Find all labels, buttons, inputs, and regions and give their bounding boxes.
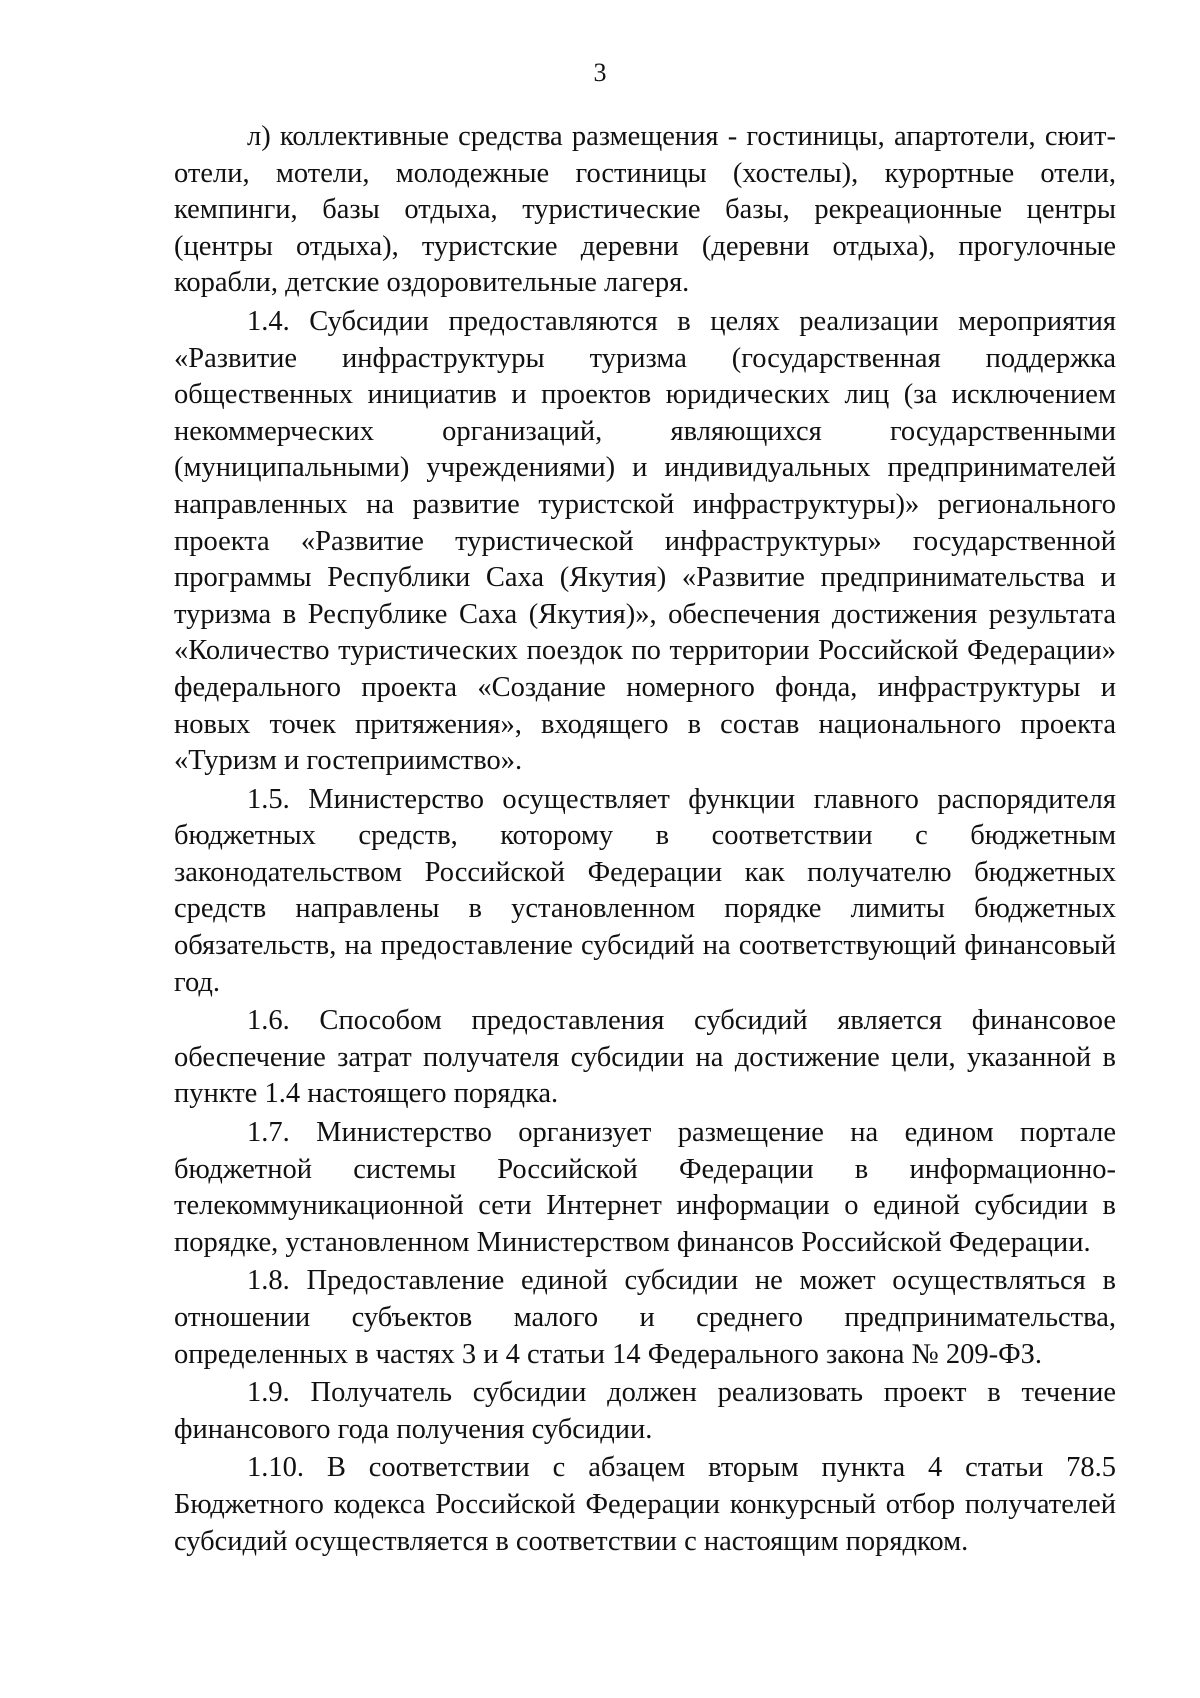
paragraph-1-4-subsidy-purpose: 1.4. Субсидии предоставляются в целях реализации мероприятия «Развитие инфраструктуры туризма (государственная поддержка общественных инициатив и проектов юридических лиц (за исключением некоммерческих организаций, являющихся государственными (муниципальными) учреждениями) и индивидуальных предпринимателей направленных на развитие туристской инфраструктуры)» регионального проекта «Развитие туристической инфраструктуры» государственной программы Республики Саха (Якутия) «Развитие предпринимательства и туризма в Республике Саха (Якутия)», обеспечения достижения результата «Количество туристических поездок по территории Российской Федерации» федерального проекта «Создание номерного фонда, инфраструктуры и новых точек притяжения», входящего в состав национального проекта «Туризм и гостеприимство». bbox=[174, 305, 1116, 777]
paragraph-1-10-competitive-selection: 1.10. В соответствии с абзацем вторым пункта 4 статьи 78.5 Бюджетного кодекса Российской Федерации конкурсный отбор получателей субсидий осуществляется в соответствии с настоящим порядком. bbox=[174, 1452, 1116, 1557]
paragraph-l-collective-accommodation: л) коллективные средства размещения - гостиницы, апартотели, сюит-отели, мотели, молодежные гостиницы (хостелы), курортные отели, кемпинги, базы отдыха, туристические базы, рекреационные центры (центры отдыха), туристские деревни (деревни отдыха), прогулочные корабли, детские оздоровительные лагеря. bbox=[174, 121, 1116, 299]
paragraph-1-9-project-term: 1.9. Получатель субсидии должен реализовать проект в течение финансового года получения субсидии. bbox=[174, 1377, 1116, 1445]
paragraph-1-5-ministry-functions: 1.5. Министерство осуществляет функции главного распорядителя бюджетных средств, которому в соответствии с бюджетным законодательством Российской Федерации как получателю бюджетных средств направлены в установленном порядке лимиты бюджетных обязательств, на предоставление субсидий на соответствующий финансовый год. bbox=[174, 783, 1116, 998]
paragraph-1-8-exclusions: 1.8. Предоставление единой субсидии не может осуществляться в отношении субъектов малого и среднего предпринимательства, определенных в частях 3 и 4 статьи 14 Федерального закона № 209-ФЗ. bbox=[174, 1265, 1116, 1370]
paragraph-1-6-subsidy-method: 1.6. Способом предоставления субсидий является финансовое обеспечение затрат получателя субсидии на достижение цели, указанной в пункте 1.4 настоящего порядка. bbox=[174, 1005, 1116, 1110]
paragraph-1-7-portal-publication: 1.7. Министерство организует размещение на едином портале бюджетной системы Российской Федерации в информационно-телекоммуникационной сети Интернет информации о единой субсидии в порядке, установленном Министерством финансов Российской Федерации. bbox=[174, 1117, 1116, 1258]
page-number: 3 bbox=[593, 58, 607, 87]
document-body bbox=[174, 119, 1116, 1560]
